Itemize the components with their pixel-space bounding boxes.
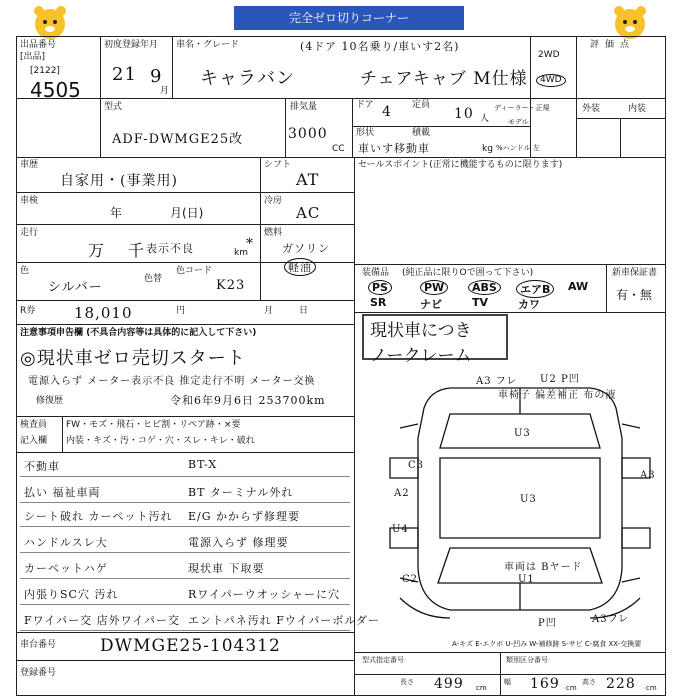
load-label: 積載 [412, 128, 431, 138]
notes-line3-label: 修復歴 [36, 396, 64, 406]
fuel-value: ガソリン [282, 242, 330, 255]
equip-item: TV [472, 296, 489, 309]
shape-label: 形状 [356, 128, 375, 138]
diagram-note-a3-bottom: A3フレ [592, 614, 630, 625]
capacity-unit: 人 [480, 114, 490, 124]
length-unit: cm [476, 684, 487, 692]
equip-item: SR [370, 296, 387, 309]
color-code: K23 [216, 278, 246, 293]
check-row-2: 内装・キズ・汚・コゲ・穴・スレ・キレ・破れ [66, 436, 255, 446]
defect-item-left: 払い 福祉車両 [24, 486, 101, 499]
capacity-label: 定員 [412, 100, 431, 110]
type-label: 型式 [104, 102, 123, 112]
color-value: シルバー [48, 280, 103, 295]
defect-item-right: 電源入らず 修理要 [188, 536, 289, 549]
defect-item-right: BT-X [188, 458, 218, 471]
diagram-note-u4: U4 [392, 524, 409, 535]
handle-label: %ハンドル 左 [496, 144, 540, 152]
banner-title: 完全ゼロ切りコーナー [234, 6, 464, 30]
interior-label: 内装 [628, 104, 647, 114]
equip-note: (純正品に限りOで囲って下さい) [402, 268, 534, 278]
defect-item-right: E/G かからず修理要 [188, 510, 301, 523]
chassis-label: 車台番号 [20, 640, 57, 650]
dims-label: 型式指定番号 [362, 656, 404, 664]
equip-item: カワ [518, 298, 540, 311]
color-change-label: 色替 [144, 274, 163, 284]
shift-value: AT [296, 170, 320, 189]
notes-line2: 電源入らず メーター表示不良 推定走行不明 メーター交換 [28, 376, 316, 387]
equip-item: PS [368, 280, 392, 295]
defect-item-right: Rワイパーウオッシャーに穴 [188, 588, 341, 601]
score-label: 評価点 [590, 40, 636, 50]
diagram-note-bayard: 車両は Bヤード [504, 562, 583, 573]
sales-label: セールスポイント(正常に機能するものに限ります) [358, 160, 563, 170]
inspection-month: 月(日) [170, 206, 204, 220]
equip-item: ABS [468, 280, 501, 295]
usage-value: 自家用・(事業用) [60, 173, 178, 189]
mileage-man: 万 [88, 241, 106, 260]
equip-label: 装備品 [362, 268, 390, 278]
shape-value: 車いす移動車 [358, 142, 430, 155]
cc-label: CC [332, 144, 345, 154]
first-reg-label: 初度登録年月 [104, 40, 159, 50]
inspection-label: 車検 [20, 196, 39, 206]
notes-line1: ◎現状車ゼロ売切スタート [20, 348, 246, 369]
no-claim-stamp [362, 314, 508, 366]
diagram-note-a3-right: A3 [640, 470, 656, 481]
entry-label: 記入欄 [20, 436, 48, 446]
chassis-value: DWMGE25-104312 [100, 636, 281, 656]
date-label: 月日 [264, 306, 335, 316]
item-divider [20, 526, 350, 527]
capacity: 10 [454, 106, 474, 122]
diagram-note-u1: U1 [518, 574, 535, 585]
doors-label: ドア [356, 100, 374, 110]
diagram-note-a3-top: A3 フレ [476, 376, 518, 387]
width-label: 幅 [504, 678, 511, 686]
defect-item-left: 不動車 [24, 460, 60, 473]
shift-label: シフト [264, 160, 292, 170]
defect-item-left: ハンドルスレ大 [24, 536, 108, 549]
diagram-note-u2-top: U2 P凹 [540, 374, 580, 385]
mileage-note: 表示不良 [146, 242, 194, 255]
lot-label: 出品番号 [20, 40, 57, 50]
grade-note: (4ドア 10名乗り/車いす2名) [300, 40, 460, 53]
item-divider [20, 476, 350, 477]
item-divider [20, 604, 350, 605]
drive-4wd: 4WD [536, 74, 566, 87]
defect-item-left: シート破れ カーペット汚れ [24, 510, 173, 523]
fuel-note: 軽油 [284, 258, 316, 276]
defect-item-right: エントパネ汚れ Fウイパーボルダー [188, 614, 380, 627]
height-label: 高さ [582, 678, 596, 686]
displacement-label: 排気量 [290, 102, 318, 112]
recycle-label: R券 [20, 306, 36, 316]
month-unit: 月 [160, 86, 170, 96]
defect-item-right: 現状車 下取要 [188, 562, 265, 575]
reg-label: 登録番号 [20, 668, 57, 678]
width-value: 169 [530, 676, 560, 692]
color-code-label: 色コード [176, 266, 213, 276]
drive-2wd: 2WD [538, 50, 560, 60]
warranty-value: 有・無 [616, 288, 653, 302]
stamp-line1: 現状車につき [370, 321, 472, 341]
first-reg-month: 9 [150, 66, 163, 87]
kg-label: kg [482, 144, 493, 154]
diagram-note-c2: C2 [402, 574, 419, 585]
defect-item-right: BT ターミナル外れ [188, 486, 294, 499]
fuel-label: 燃料 [264, 228, 283, 238]
car-name: キャラバン [200, 68, 295, 89]
equip-item: ナビ [420, 298, 442, 311]
lot-number: 4505 [30, 78, 81, 102]
first-reg-year: 21 [112, 64, 137, 85]
diagram-note-p-bottom: P凹 [538, 618, 557, 629]
km-label: km [234, 248, 248, 258]
defect-item-left: Fワイパー交 店外ワイパー交 [24, 614, 181, 627]
ac-label: 冷房 [264, 196, 283, 206]
equip-item: AW [568, 280, 589, 293]
length-label: 長さ [400, 678, 414, 686]
usage-label: 車歴 [20, 160, 39, 170]
displacement: 3000 [288, 126, 328, 142]
ac-value: AC [296, 204, 321, 222]
diagram-note-welfare: 車椅子 偏差補正 布の液 [498, 390, 617, 401]
damage-legend: A-キズ E-エクボ U-凹み W-補修跡 S-サビ C-腐食 XX-交換要 [452, 640, 642, 648]
color-label: 色 [20, 266, 30, 276]
stamp-line2: ノークレーム [370, 346, 472, 366]
height-value: 228 [606, 676, 636, 692]
item-divider [20, 630, 350, 631]
inspection-year: 年 [110, 206, 123, 220]
model-label: 車名・グレード [176, 40, 240, 50]
dims-label2: 類別区分番号 [506, 656, 548, 664]
check-row-1: FW・モズ・飛石・ヒビ割・リペア跡・×要 [66, 420, 241, 430]
branch-label: [出品] [20, 52, 46, 62]
diagram-note-u3-left: U3 [514, 428, 531, 439]
diagram-note-a2: A2 [394, 488, 410, 499]
model-code: ADF-DWMGE25改 [112, 132, 244, 147]
mileage-sen: 千 [128, 241, 146, 260]
exterior-label: 外装 [582, 104, 601, 114]
notes-line3: 令和6年9月6日 253700km [170, 394, 326, 407]
defect-item-left: 内張りSC穴 汚れ [24, 588, 119, 601]
width-unit: cm [566, 684, 577, 692]
doors: 4 [382, 104, 392, 120]
equip-item: PW [420, 280, 448, 295]
equip-item: エアB [516, 280, 554, 298]
height-unit: cm [646, 684, 657, 692]
diagram-note-c3: C3 [408, 460, 425, 471]
yen-label: 円 [176, 306, 186, 316]
grade: チェアキャブ M仕様 [360, 69, 528, 89]
mileage-star: * [246, 236, 254, 252]
dealer-label: ディーラー・正規 [494, 104, 550, 112]
mileage-label: 走行 [20, 228, 39, 238]
new-warranty-label: 新車保証書 [612, 268, 658, 278]
model-label2: モデル [508, 118, 529, 126]
diagram-note-u3-center: U3 [520, 494, 537, 505]
venue-code: [2122] [30, 66, 60, 76]
item-divider [20, 502, 350, 503]
item-divider [20, 578, 350, 579]
item-divider [20, 552, 350, 553]
inspector-label: 検査員 [20, 420, 48, 430]
defect-item-left: カーペットハゲ [24, 562, 108, 575]
recycle-value: 18,010 [74, 304, 133, 322]
notes-label: 注意事項申告欄 (不具合内容等は具体的に記入して下さい) [20, 328, 257, 338]
length-value: 499 [434, 676, 464, 692]
